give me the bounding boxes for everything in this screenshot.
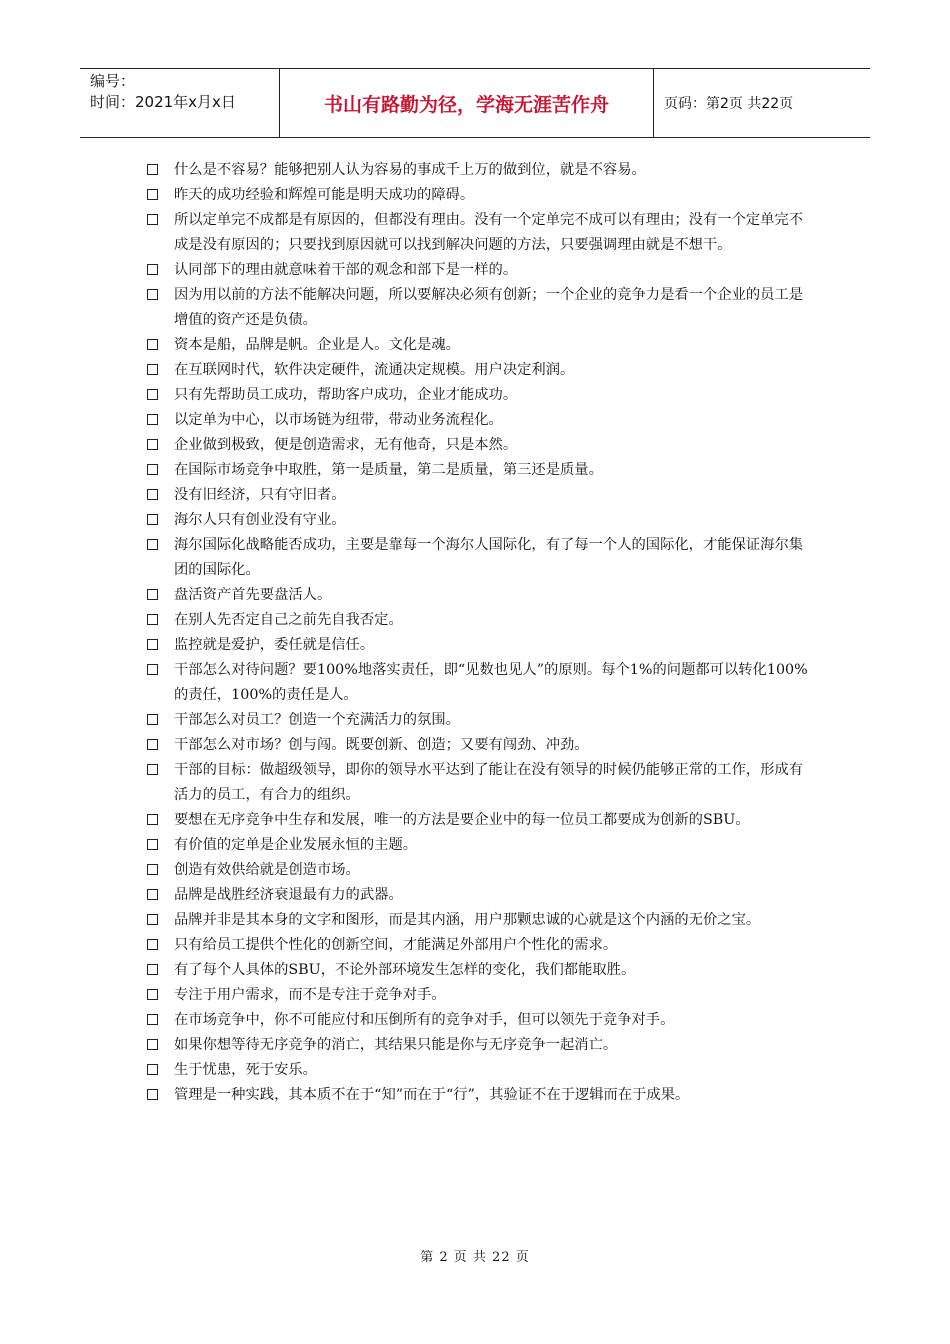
list-item <box>145 508 815 533</box>
list-item <box>145 1083 815 1108</box>
list-item-text: 要想在无序竞争中生存和发展，唯一的方法是要企业中的每一位员工都要成为创新的SBU。 <box>174 812 750 828</box>
header-page-info: 页码：第2页 共22页 <box>664 96 794 112</box>
checkbox-bullet-icon <box>147 764 158 775</box>
list-item-text: 干部的目标：做超级领导，即你的领导水平达到了能让在没有领导的时候仍能够正常的工作，形成有活力的员工，有合力的组织。 <box>174 762 804 803</box>
list-item <box>145 458 815 483</box>
checkbox-bullet-icon <box>147 889 158 900</box>
list-item-text: 有了每个人具体的SBU，不论外部环境发生怎样的变化，我们都能取胜。 <box>174 962 636 978</box>
quote-list <box>145 158 815 1108</box>
list-item-text: 企业做到极致，便是创造需求，无有他奇，只是本然。 <box>174 437 518 453</box>
checkbox-bullet-icon <box>147 489 158 500</box>
list-item-text: 干部怎么对待问题？要100%地落实责任，即“见数也见人”的原则。每个1%的问题都可以转化100%的责任，100%的责任是人。 <box>174 662 808 703</box>
list-item <box>145 1033 815 1058</box>
list-item-text: 因为用以前的方法不能解决问题，所以要解决必须有创新；一个企业的竞争力是看一个企业的员工是增值的资产还是负债。 <box>174 287 804 328</box>
checkbox-bullet-icon <box>147 939 158 950</box>
checkbox-bullet-icon <box>147 839 158 850</box>
checkbox-bullet-icon <box>147 214 158 225</box>
list-item-text: 监控就是爱护，委任就是信任。 <box>174 637 375 653</box>
checkbox-bullet-icon <box>147 414 158 425</box>
list-item <box>145 808 815 833</box>
list-item-text: 生于忧患，死于安乐。 <box>174 1062 317 1078</box>
list-item-text: 品牌并非是其本身的文字和图形，而是其内涵，用户那颗忠诚的心就是这个内涵的无价之宝。 <box>174 912 761 928</box>
list-item-text: 只有先帮助员工成功，帮助客户成功，企业才能成功。 <box>174 387 518 403</box>
list-item-text: 没有旧经济，只有守旧者。 <box>174 487 346 503</box>
list-item <box>145 333 815 358</box>
checkbox-bullet-icon <box>147 439 158 450</box>
list-item <box>145 208 815 258</box>
list-item-text: 盘活资产首先要盘活人。 <box>174 587 332 603</box>
list-item <box>145 258 815 283</box>
checkbox-bullet-icon <box>147 739 158 750</box>
list-item <box>145 183 815 208</box>
list-item-text: 干部怎么对员工？创造一个充满活力的氛围。 <box>174 712 460 728</box>
checkbox-bullet-icon <box>147 364 158 375</box>
checkbox-bullet-icon <box>147 264 158 275</box>
list-item-text: 所以定单完不成都是有原因的，但都没有理由。没有一个定单完不成可以有理由；没有一个定单完不成是没有原因的；只要找到原因就可以找到解决问题的方法，只要强调理由就是不想干。 <box>174 212 804 253</box>
checkbox-bullet-icon <box>147 539 158 550</box>
list-item <box>145 958 815 983</box>
list-item <box>145 933 815 958</box>
list-item <box>145 1058 815 1083</box>
header-meta <box>80 69 280 137</box>
list-item <box>145 383 815 408</box>
list-item <box>145 658 815 708</box>
list-item <box>145 358 815 383</box>
list-item <box>145 608 815 633</box>
list-item <box>145 833 815 858</box>
checkbox-bullet-icon <box>147 1064 158 1075</box>
list-item <box>145 433 815 458</box>
document-number: 编号： <box>90 72 136 90</box>
checkbox-bullet-icon <box>147 864 158 875</box>
checkbox-bullet-icon <box>147 989 158 1000</box>
list-item-text: 什么是不容易？能够把别人认为容易的事成千上万的做到位，就是不容易。 <box>174 162 646 178</box>
list-item-text: 海尔国际化战略能否成功，主要是靠每一个海尔人国际化，有了每一个人的国际化，才能保证海尔集团的国际化。 <box>174 537 804 578</box>
checkbox-bullet-icon <box>147 1039 158 1050</box>
list-item-text: 在市场竞争中，你不可能应付和压倒所有的竞争对手，但可以领先于竞争对手。 <box>174 1012 675 1028</box>
list-item-text: 管理是一种实践，其本质不在于“知”而在于“行”，其验证不在于逻辑而在于成果。 <box>174 1087 690 1103</box>
checkbox-bullet-icon <box>147 389 158 400</box>
list-item <box>145 283 815 333</box>
checkbox-bullet-icon <box>147 964 158 975</box>
list-item <box>145 533 815 583</box>
checkbox-bullet-icon <box>147 189 158 200</box>
checkbox-bullet-icon <box>147 289 158 300</box>
list-item <box>145 583 815 608</box>
list-item-text: 昨天的成功经验和辉煌可能是明天成功的障碍。 <box>174 187 475 203</box>
list-item <box>145 983 815 1008</box>
list-item-text: 在别人先否定自己之前先自我否定。 <box>174 612 403 628</box>
list-item-text: 创造有效供给就是创造市场。 <box>174 862 360 878</box>
checkbox-bullet-icon <box>147 614 158 625</box>
list-item <box>145 408 815 433</box>
list-item-text: 只有给员工提供个性化的创新空间，才能满足外部用户个性化的需求。 <box>174 937 618 953</box>
list-item <box>145 883 815 908</box>
checkbox-bullet-icon <box>147 714 158 725</box>
checkbox-bullet-icon <box>147 814 158 825</box>
list-item-text: 如果你想等待无序竞争的消亡，其结果只能是你与无序竞争一起消亡。 <box>174 1037 618 1053</box>
list-item <box>145 908 815 933</box>
list-item <box>145 758 815 808</box>
list-item <box>145 858 815 883</box>
list-item-text: 认同部下的理由就意味着干部的观念和部下是一样的。 <box>174 262 518 278</box>
list-item <box>145 483 815 508</box>
list-item <box>145 708 815 733</box>
checkbox-bullet-icon <box>147 339 158 350</box>
list-item-text: 专注于用户需求，而不是专注于竞争对手。 <box>174 987 446 1003</box>
checkbox-bullet-icon <box>147 464 158 475</box>
list-item-text: 以定单为中心，以市场链为纽带，带动业务流程化。 <box>174 412 503 428</box>
header-motto: 书山有路勤为径，学海无涯苦作舟 <box>280 69 654 137</box>
list-item-text: 品牌是战胜经济衰退最有力的武器。 <box>174 887 403 903</box>
list-item <box>145 633 815 658</box>
list-item <box>145 733 815 758</box>
checkbox-bullet-icon <box>147 914 158 925</box>
checkbox-bullet-icon <box>147 664 158 675</box>
checkbox-bullet-icon <box>147 1014 158 1025</box>
page-header <box>80 68 870 138</box>
checkbox-bullet-icon <box>147 639 158 650</box>
list-item <box>145 1008 815 1033</box>
list-item <box>145 158 815 183</box>
list-item-text: 海尔人只有创业没有守业。 <box>174 512 346 528</box>
list-item-text: 有价值的定单是企业发展永恒的主题。 <box>174 837 418 853</box>
list-item-text: 在国际市场竞争中取胜，第一是质量，第二是质量，第三还是质量。 <box>174 462 603 478</box>
checkbox-bullet-icon <box>147 514 158 525</box>
checkbox-bullet-icon <box>147 589 158 600</box>
list-item-text: 干部怎么对市场？创与闯。既要创新、创造；又要有闯劲、冲劲。 <box>174 737 589 753</box>
document-date: 时间：2021年x月x日 <box>90 93 236 111</box>
list-item-text: 资本是船，品牌是帆。企业是人。文化是魂。 <box>174 337 460 353</box>
checkbox-bullet-icon <box>147 1089 158 1100</box>
page-footer: 第 2 页 共 22 页 <box>420 1250 530 1265</box>
checkbox-bullet-icon <box>147 164 158 175</box>
list-item-text: 在互联网时代，软件决定硬件，流通决定规模。用户决定利润。 <box>174 362 575 378</box>
